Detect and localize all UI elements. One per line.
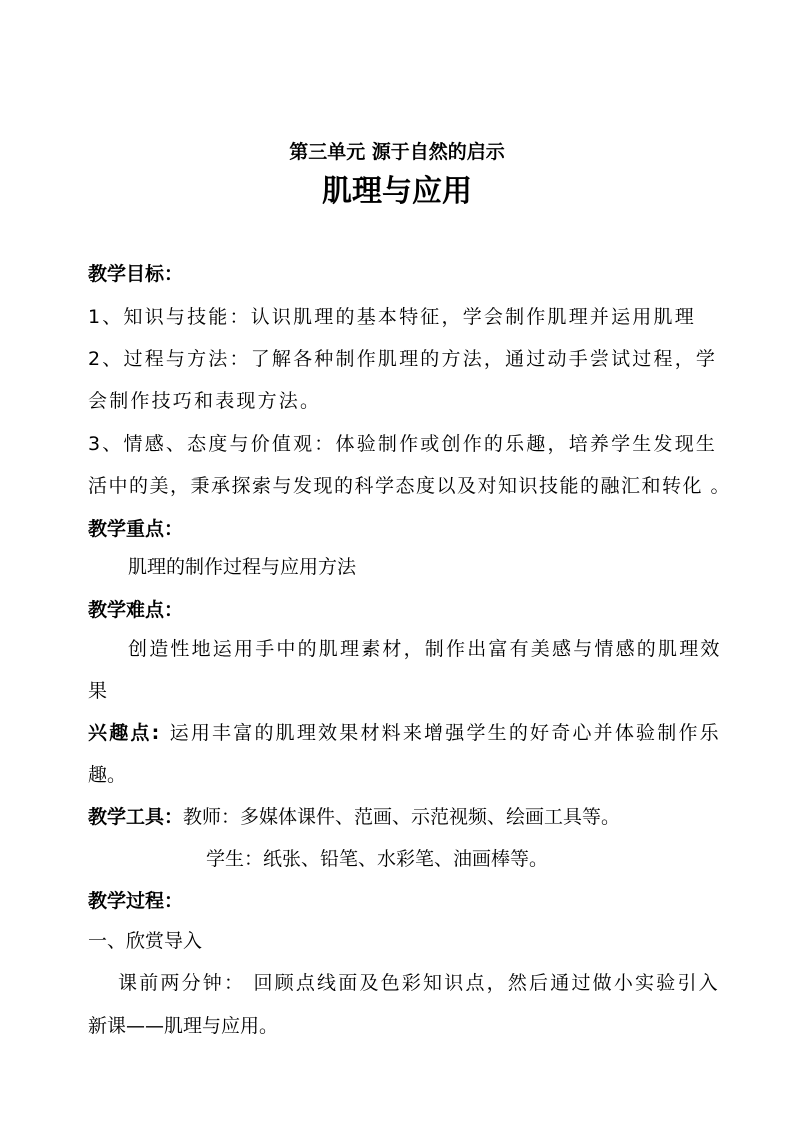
tools-teacher: 教师：多媒体课件、范画、示范视频、绘画工具等。: [183, 806, 621, 828]
process-paragraph: 课前两分钟： 回顾点线面及色彩知识点，然后通过做小实验引入: [118, 972, 720, 994]
process-section-1: 一、欣赏导入: [88, 930, 203, 952]
interest-text: 运用丰富的肌理效果材料来增强学生的好奇心并体验制作乐: [161, 722, 721, 744]
objective-item-3: 3、情感、态度与价值观：体验制作或创作的乐趣，培养学生发现生: [88, 433, 718, 455]
main-title: 肌理与应用: [322, 174, 472, 209]
tools-teacher-line: [88, 805, 620, 829]
objective-item-2: 2、过程与方法：了解各种制作肌理的方法，通过动手尝试过程，学: [88, 348, 718, 370]
objective-item-1: 1、知识与技能：认识肌理的基本特征，学会制作肌理并运用肌理: [88, 306, 696, 328]
objectives-heading: 教学目标：: [88, 263, 184, 285]
objective-item-2-cont: 会制作技巧和表现方法。: [88, 390, 322, 412]
interest-text-cont: 趣。: [88, 764, 127, 786]
key-point-text: 肌理的制作过程与应用方法: [128, 556, 357, 578]
key-point-heading: 教学重点：: [88, 518, 184, 540]
process-heading: 教学过程：: [88, 890, 184, 912]
interest-label: 兴趣点:: [88, 722, 162, 744]
interest-line: [88, 721, 721, 745]
difficulty-heading: 教学难点：: [88, 599, 184, 621]
process-paragraph-cont: 新课——肌理与应用。: [88, 1015, 279, 1037]
unit-title: 第三单元 源于自然的启示: [289, 141, 505, 163]
tools-student: 学生：纸张、铅笔、水彩笔、油画棒等。: [206, 848, 549, 870]
objective-item-3-cont: 活中的美，秉承探索与发现的科学态度以及对知识技能的融汇和转化 。: [88, 475, 732, 497]
tools-label: 教学工具：: [88, 806, 184, 828]
difficulty-text: 创造性地运用手中的肌理素材，制作出富有美感与情感的肌理效: [128, 638, 722, 660]
difficulty-text-cont: 果: [88, 680, 108, 702]
